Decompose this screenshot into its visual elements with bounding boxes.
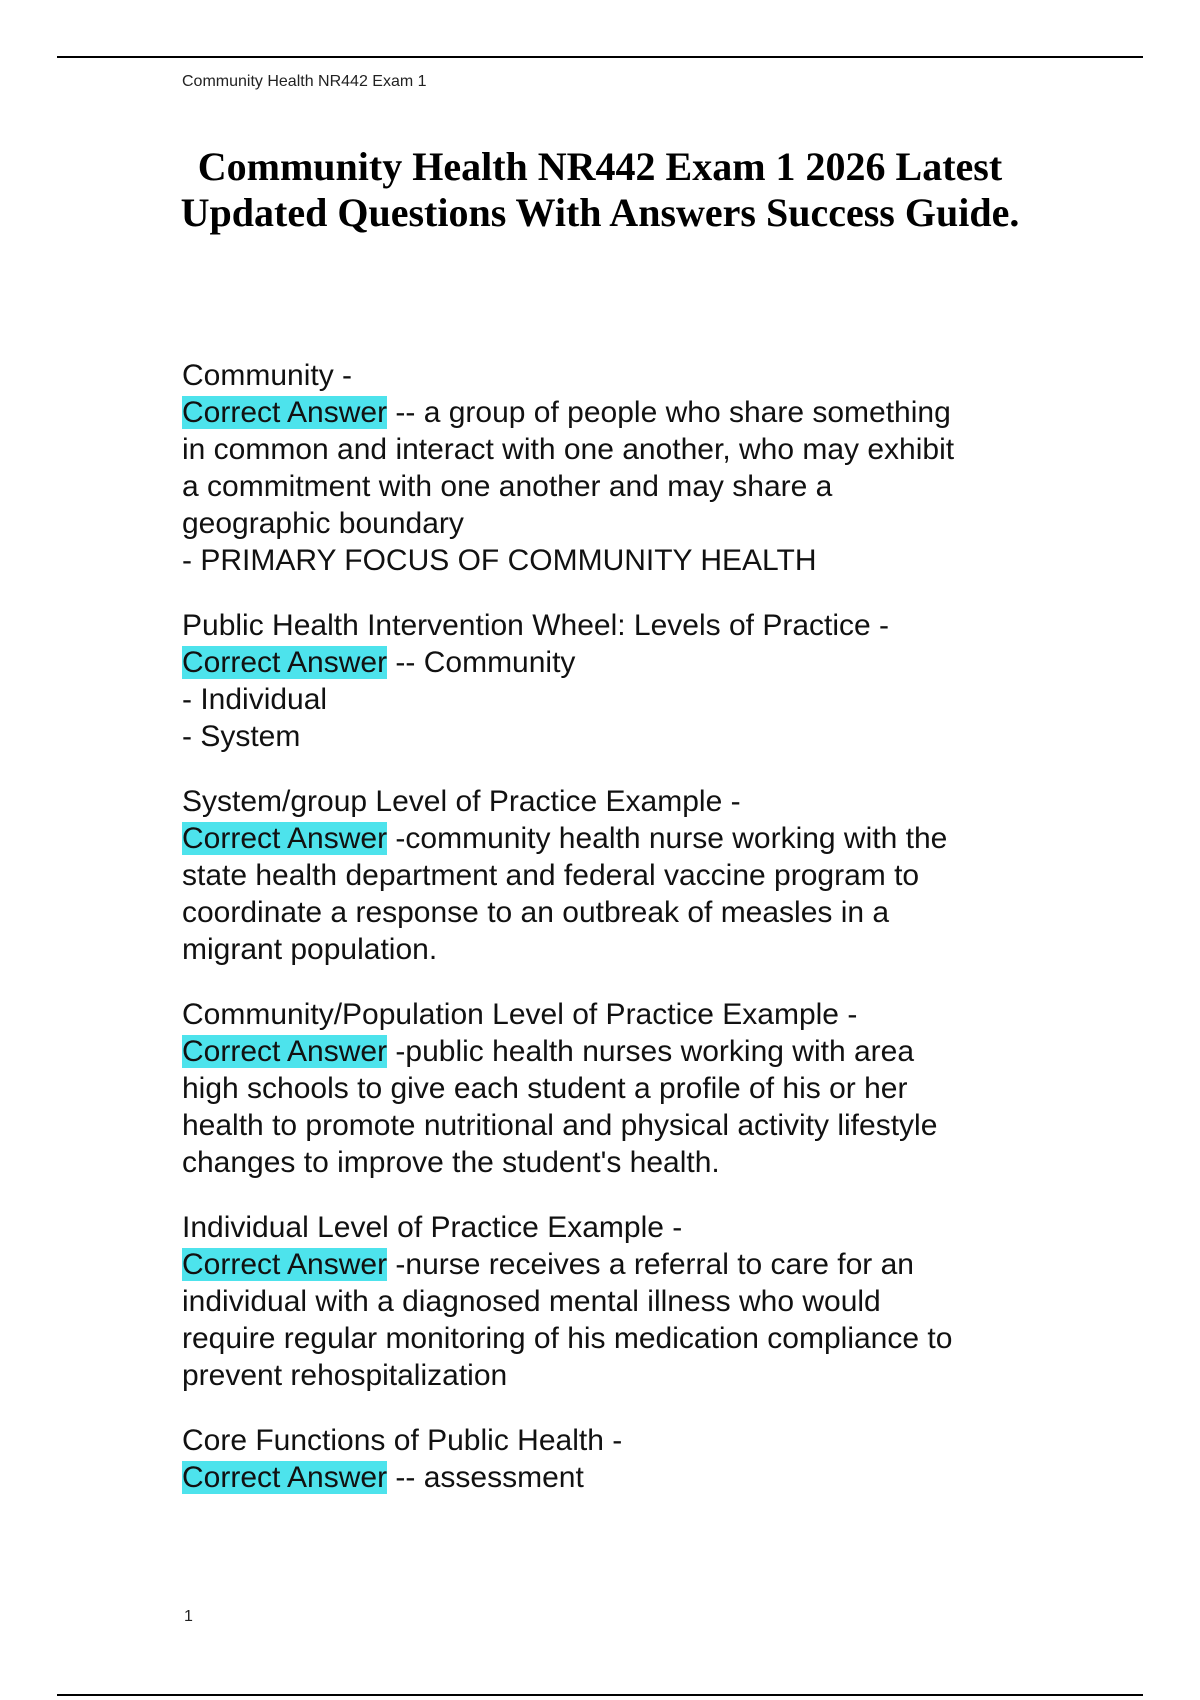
answer-line: state health department and federal vaccine program to — [182, 859, 920, 892]
question-term: System/group Level of Practice Example - — [182, 785, 741, 818]
answer-line: - Individual — [182, 683, 328, 716]
answer-line: high schools to give each student a profile of his or her — [182, 1072, 908, 1105]
answer-line: changes to improve the student's health. — [182, 1146, 720, 1179]
answer-line: migrant population. — [182, 933, 438, 966]
answer-row — [182, 394, 1042, 431]
page-number: 1 — [184, 1608, 193, 1625]
correct-answer-label: Correct Answer — [182, 646, 388, 679]
answer-text: -- Community — [387, 646, 576, 679]
answer-line: - PRIMARY FOCUS OF COMMUNITY HEALTH — [182, 544, 817, 577]
answer-line: geographic boundary — [182, 507, 464, 540]
answer-text: -public health nurses working with area — [387, 1035, 915, 1068]
qa-entry — [182, 357, 1042, 579]
correct-answer-label: Correct Answer — [182, 1461, 388, 1494]
bottom-rule — [57, 1694, 1143, 1696]
answer-text: -- a group of people who share something — [387, 396, 951, 429]
answer-line: individual with a diagnosed mental illness who would — [182, 1285, 881, 1318]
answer-line: coordinate a response to an outbreak of measles in a — [182, 896, 890, 929]
answer-line: a commitment with one another and may share a — [182, 470, 833, 503]
qa-list — [182, 357, 1042, 1524]
question-term: Community/Population Level of Practice Example - — [182, 998, 858, 1031]
qa-entry — [182, 1209, 1042, 1394]
answer-row — [182, 1246, 1042, 1283]
qa-entry — [182, 996, 1042, 1181]
qa-entry — [182, 783, 1042, 968]
answer-line: require regular monitoring of his medication compliance to — [182, 1322, 953, 1355]
correct-answer-label: Correct Answer — [182, 1035, 388, 1068]
qa-entry — [182, 607, 1042, 755]
answer-text: -community health nurse working with the — [387, 822, 948, 855]
answer-row — [182, 820, 1042, 857]
document-title: Community Health NR442 Exam 1 2026 Latest Updated Questions With Answers Success Guide. — [180, 144, 1020, 235]
answer-line: prevent rehospitalization — [182, 1359, 508, 1392]
top-rule — [57, 56, 1143, 58]
answer-row — [182, 1459, 1042, 1496]
question-term: Core Functions of Public Health - — [182, 1424, 623, 1457]
question-term: Community - — [182, 359, 353, 392]
answer-text: -nurse receives a referral to care for an — [387, 1248, 914, 1281]
answer-row — [182, 644, 1042, 681]
question-term: Public Health Intervention Wheel: Levels of Practice - — [182, 609, 890, 642]
answer-line: - System — [182, 720, 301, 753]
answer-text: -- assessment — [387, 1461, 584, 1494]
correct-answer-label: Correct Answer — [182, 1248, 388, 1281]
correct-answer-label: Correct Answer — [182, 396, 388, 429]
answer-line: health to promote nutritional and physical activity lifestyle — [182, 1109, 938, 1142]
answer-line: in common and interact with one another, who may exhibit — [182, 433, 955, 466]
correct-answer-label: Correct Answer — [182, 822, 388, 855]
running-header: Community Health NR442 Exam 1 — [182, 73, 427, 90]
answer-row — [182, 1033, 1042, 1070]
question-term: Individual Level of Practice Example - — [182, 1211, 683, 1244]
qa-entry — [182, 1422, 1042, 1496]
